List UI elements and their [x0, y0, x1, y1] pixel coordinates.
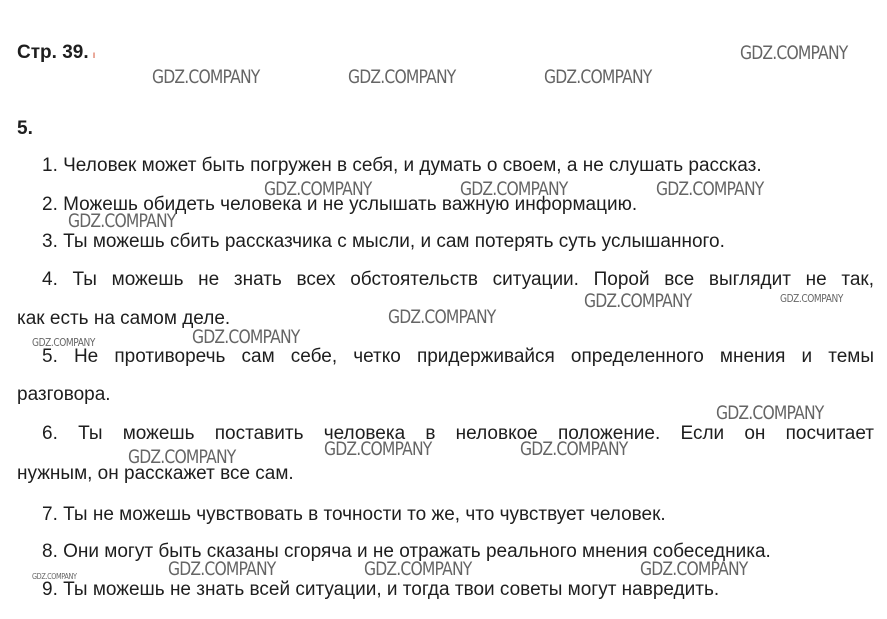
- watermark: GDZ.COMPANY: [388, 306, 496, 328]
- answer-line-5-cont: разговора.: [17, 384, 111, 405]
- answer-line-5: 5. Не противоречь сам себе, четко придерживайся определенного мнения и темы: [42, 346, 874, 367]
- answer-line-4: 4. Ты можешь не знать всех обстоятельств ситуации. Порой все выглядит не так,: [42, 269, 874, 290]
- watermark: GDZ.COMPANY: [584, 290, 692, 312]
- answer-line-8: 8. Они могут быть сказаны сгоряча и не отражать реального мнения собеседника.: [42, 541, 771, 562]
- answer-line-6-cont: нужным, он расскажет все сам.: [17, 463, 294, 484]
- answer-line-2: 2. Можешь обидеть человека и не услышать важную информацию.: [42, 194, 638, 215]
- watermark: GDZ.COMPANY: [640, 558, 748, 580]
- watermark: GDZ.COMPANY: [32, 336, 95, 349]
- watermark: GDZ.COMPANY: [152, 66, 260, 88]
- watermark: GDZ.COMPANY: [348, 66, 456, 88]
- watermark: GDZ.COMPANY: [716, 402, 824, 424]
- watermark: GDZ.COMPANY: [520, 438, 628, 460]
- answer-line-1: 1. Человек может быть погружен в себя, и думать о своем, а не слушать рассказ.: [42, 155, 762, 176]
- watermark: GDZ.COMPANY: [192, 326, 300, 348]
- watermark: GDZ.COMPANY: [740, 42, 848, 64]
- tick-mark: ı: [92, 50, 96, 61]
- answer-line-6: 6. Ты можешь поставить человека в неловкое положение. Если он посчитает: [42, 423, 874, 444]
- watermark: GDZ.COMPANY: [324, 438, 432, 460]
- answer-line-9: 9. Ты можешь не знать всей ситуации, и тогда твои советы могут навредить.: [42, 579, 720, 600]
- page-title: [17, 42, 95, 64]
- answer-line-3: 3. Ты можешь сбить рассказчика с мысли, и сам потерять суть услышанного.: [42, 231, 725, 252]
- watermark: GDZ.COMPANY: [128, 446, 236, 468]
- watermark: GDZ.COMPANY: [264, 178, 372, 200]
- watermark: GDZ.COMPANY: [780, 292, 843, 305]
- watermark: GDZ.COMPANY: [68, 210, 176, 232]
- watermark: GDZ.COMPANY: [168, 558, 276, 580]
- page-number: Стр. 39.: [17, 42, 89, 63]
- watermark: GDZ.COMPANY: [544, 66, 652, 88]
- watermark: GDZ.COMPANY: [364, 558, 472, 580]
- watermark: GDZ.COMPANY: [656, 178, 764, 200]
- watermark: GDZ.COMPANY: [460, 178, 568, 200]
- answer-line-4-cont: как есть на самом деле.: [17, 308, 231, 329]
- watermark: GDZ.COMPANY: [32, 572, 77, 581]
- task-number: 5.: [17, 118, 33, 139]
- answer-line-7: 7. Ты не можешь чувствовать в точности то же, что чувствует человек.: [42, 504, 666, 525]
